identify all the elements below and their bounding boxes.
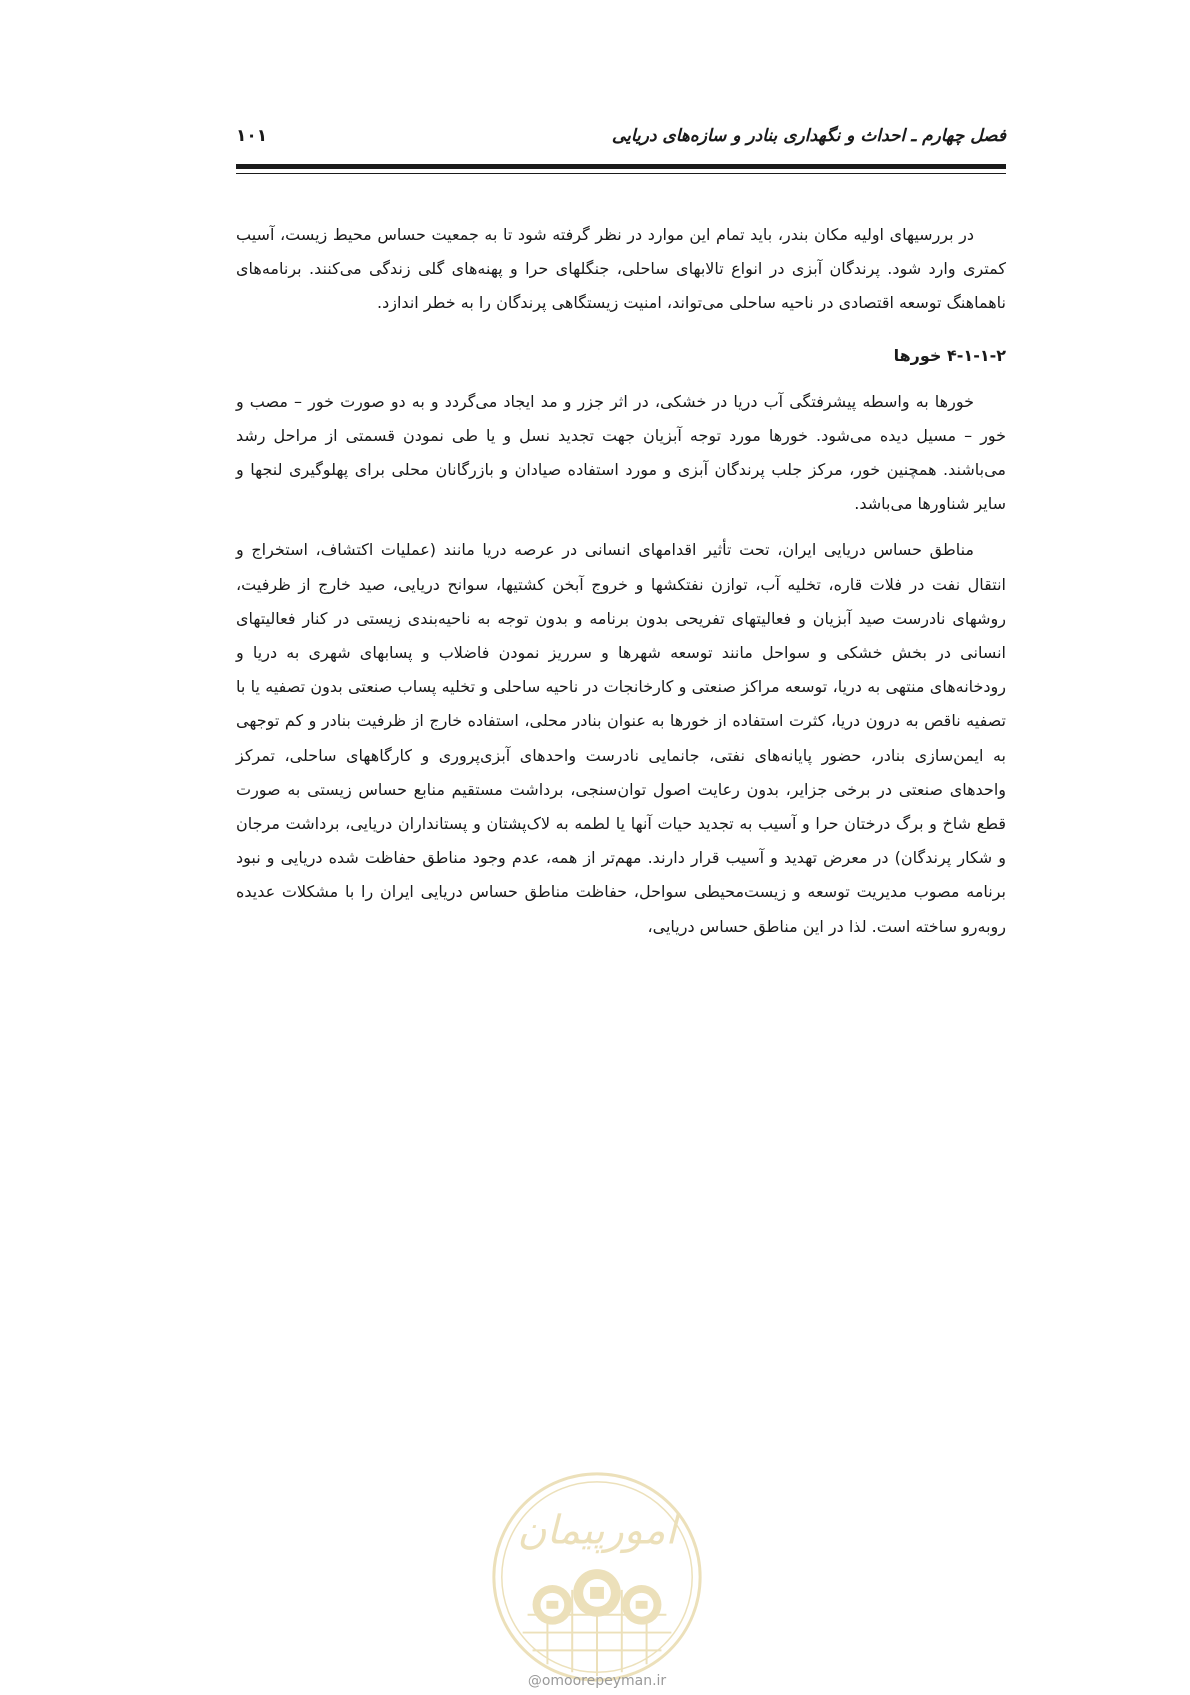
running-header — [236, 126, 1006, 160]
watermark-logo — [478, 1465, 716, 1695]
header-rule-thick — [236, 164, 1006, 169]
watermark-logo-text: امورپیمان — [517, 1507, 677, 1554]
body-text — [236, 218, 1006, 944]
chapter-title: فصل چهارم ـ احداث و نگهداری بنادر و سازه‌های دریایی — [611, 126, 1006, 146]
paragraph-spacer — [236, 521, 1006, 533]
paragraph-1: در بررسیهای اولیه مکان بندر، باید تمام این موارد در نظر گرفته شود تا به جمعیت حساس محیط زیست، آسیب کمتری وارد شود. پرندگان آبزی در انواع تالابهای ساحلی، جنگلهای حرا و پهنه‌های گلی زندگی می‌کنند. برنامه‌های ناهماهنگ توسعه اقتصادی در ناحیه ساحلی می‌تواند، امنیت زیستگاهی پرندگان را به خطر اندازد. — [236, 225, 1006, 313]
page-number: ۱۰۱ — [236, 126, 268, 146]
header-rule-thin — [236, 173, 1006, 174]
watermark-url: @omoorepeyman.ir — [527, 1673, 667, 1689]
paragraph-3: مناطق حساس دریایی ایران، تحت تأثیر اقدامهای انسانی در عرصه دریا مانند (عملیات اکتشاف، استخراج و انتقال نفت در فلات قاره، تخلیه آب، توازن نفتکشها و خروج آبخن کشتیها، سوانح دریایی، صید خارج از ظرفیت، روشهای نادرست صید آبزیان و فعالیتهای تفریحی بدون برنامه و بدون توجه به ناحیه‌بندی زیستی در کنار فعالیتهای انسانی در بخش خشکی و سواحل مانند توسعه شهرها و سرریز نمودن فاضلاب و پسابهای شهری به دریا و رودخانه‌های منتهی به دریا، توسعه مراکز صنعتی و کارخانجات در ناحیه ساحلی و تخلیه پساب صنعتی بدون تصفیه یا با تصفیه ناقص به درون دریا، کثرت استفاده از خورها به عنوان بنادر محلی، استفاده خارج از ظرفیت بنادر و کم توجهی به ایمن‌سازی بنادر، حضور پایانه‌های نفتی، جانمایی نادرست واحدهای آبزی‌پروری و کارگاههای ساحلی، تمرکز واحدهای صنعتی در برخی جزایر، بدون رعایت اصول توان‌سنجی، برداشت مستقیم منابع حساس زیستی به صورت قطع شاخ و برگ درختان حرا و آسیب به تجدید حیات آنها یا لطمه به لاک‌پشتان و پستانداران دریایی، برداشت مرجان و شکار پرندگان) در معرض تهدید و آسیب قرار دارند. مهم‌تر از همه، عدم وجود مناطق حفاظت شده دریایی و نبود برنامه مصوب مدیریت توسعه و زیست‌محیطی سواحل، حفاظت مناطق حساس دریایی ایران را با مشکلات عدیده روبه‌رو ساخته است. لذا در این مناطق حساس دریایی، — [236, 540, 1006, 936]
paragraph-2: خورها به واسطه پیشرفتگی آب دریا در خشکی، در اثر جزر و مد ایجاد می‌گردد و به دو صورت خور – مصب و خور – مسیل دیده می‌شود. خورها مورد توجه آبزیان جهت تجدید نسل و یا طی نمودن قسمتی از مراحل رشد می‌باشند. همچنین خور، مرکز جلب پرندگان آبزی و مورد استفاده صیادان و بازرگانان محلی برای پهلوگیری لنجها و سایر شناورها می‌باشد. — [236, 391, 1006, 514]
section-heading: ۴-۱-۱-۲ خورها — [893, 345, 1006, 365]
